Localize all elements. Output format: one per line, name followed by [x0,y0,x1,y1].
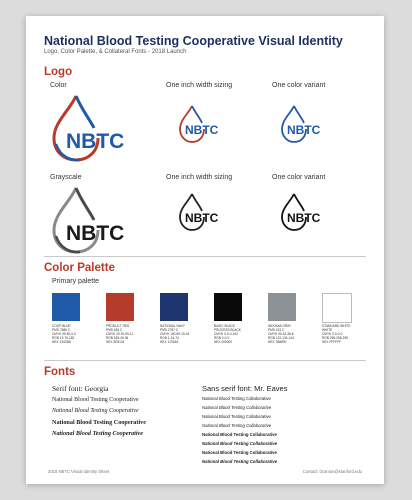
footer-right: Contact: dcanton@stanford.edu [302,469,362,474]
swatch-specs: COOP BLUE PMS 7686 C CMYK 99-60-0-0 RGB 19-76-182 HEX 134CB6 [52,324,76,345]
serif-sample-bold-italic: National Blood Testing Cooperative [52,430,144,437]
footer-left: 2018 NBTC Visual Identity Sheet [48,469,110,474]
sans-sample-7: National Blood Testing Collaborative [202,450,277,455]
color-swatch [268,293,296,321]
sans-sample-8: National Blood Testing Collaborative [202,459,278,464]
color-swatch [160,293,188,321]
swatch-specs: PRODUCT RED PMS 484 C CMYK 20-91-99-11 RGB 183-49-36 HEX B03124 [106,324,134,345]
fonts-heading: Fonts [44,366,76,378]
page-subtitle: Logo, Color Palette, & Collateral Fonts - 2018 Launch [44,49,187,55]
swatch-specs: BASIC BLACK PROCESS BLACK CMYK 0-0-0-100 RGB 0-0-0 HEX 000000 [214,324,241,345]
logo-color-small [176,104,224,144]
serif-font-heading: Serif font: Georgia [52,384,109,393]
logo-grayscale-large-text: NBTC [66,222,125,245]
palette-heading: Color Palette [44,262,115,274]
identity-sheet [26,16,384,484]
label-one-inch-2: One inch width sizing [166,174,233,181]
logo-grayscale-large [46,184,136,256]
sans-sample-2: National Blood Testing Collaborative [202,405,272,410]
color-swatch [322,293,352,323]
logo-one-color-text: NBTC [287,123,321,137]
palette-subheading: Primary palette [52,278,100,285]
logo-black-small [176,192,224,232]
label-one-color: One color variant [272,82,326,89]
sans-sample-5: National Blood Testing Collaborative [202,432,277,437]
sans-sample-1: National Blood Testing Collaborative [202,396,271,401]
page-title: National Blood Testing Cooperative Visual Identity [44,34,343,48]
sans-sample-3: National Blood Testing Collaborative [202,414,271,419]
label-color: Color [50,82,67,89]
logo-color-large-text: NBTC [66,130,125,153]
swatch-specs: NATIONAL NAVY PMS 2757 C CMYK 100-89-19-43 RGB 1-24-74 HEX 12344A [160,324,190,345]
logo-black-one-color-text: NBTC [287,211,321,225]
logo-black-one-color [278,192,326,232]
logo-color-large [46,92,136,164]
serif-sample-bold: National Blood Testing Cooperative [52,419,147,426]
serif-sample-italic: National Blood Testing Cooperative [52,408,139,414]
color-swatch [106,293,134,321]
label-one-color-2: One color variant [272,174,326,181]
divider-palette [44,360,366,361]
label-grayscale: Grayscale [50,174,82,181]
color-swatch [214,293,242,321]
swatch-specs: STANDARD WHITE WHITE CMYK 0-0-0-0 RGB 255-255-255 HEX FFFFFF [322,324,351,345]
logo-color-small-text: NBTC [185,123,219,137]
sans-sample-4: National Blood Testing Collaborative [202,423,272,428]
serif-sample-regular: National Blood Testing Cooperative [52,397,139,403]
divider-logo [44,256,366,257]
logo-black-small-text: NBTC [185,211,219,225]
swatch-specs: INDOMIA GRAY PMS 431 C CMYK 50-42-38-6 RGB 122-134-144 HEX 7B8890 [268,324,294,345]
sans-sample-6: National Blood Testing Collaborative [202,441,278,446]
logo-one-color [278,104,326,144]
color-swatch [52,293,80,321]
sans-font-heading: Sans serif font: Mr. Eaves [202,384,288,393]
logo-heading: Logo [44,66,73,78]
label-one-inch: One inch width sizing [166,82,233,89]
